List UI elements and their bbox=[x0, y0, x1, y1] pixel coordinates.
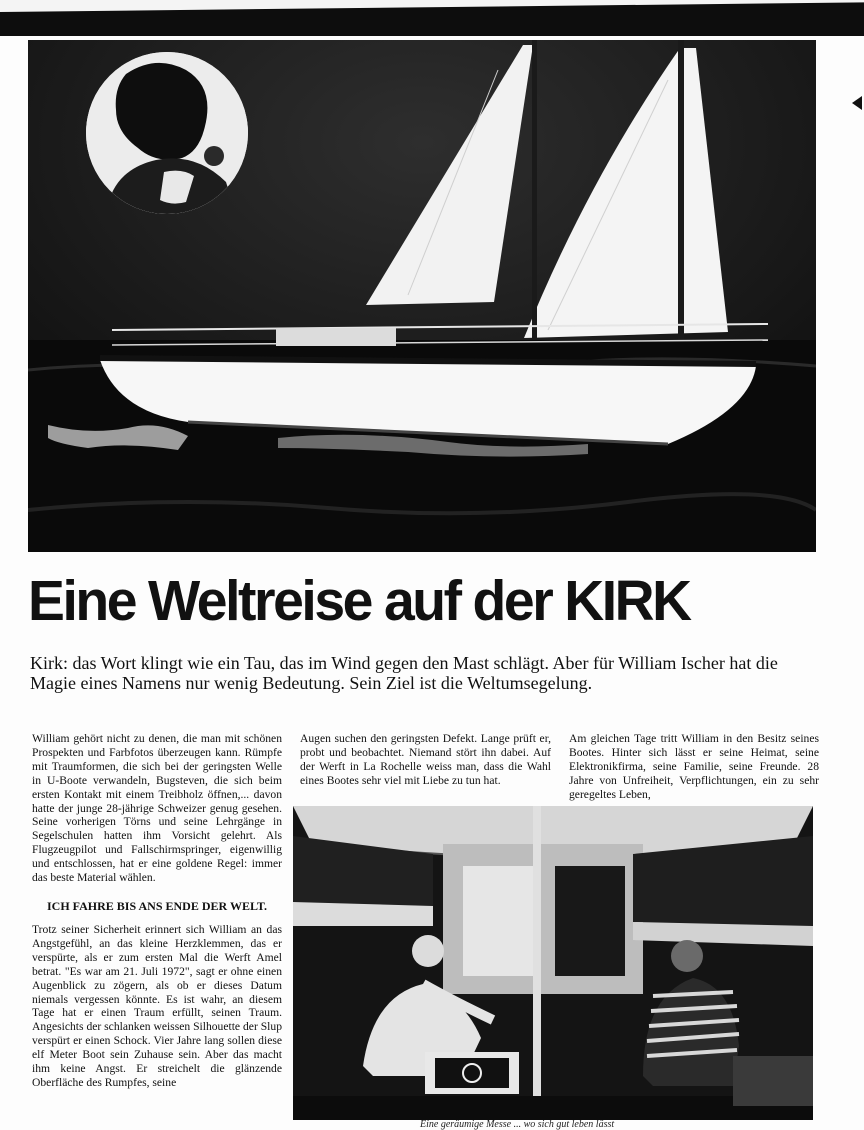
cabin-interior-photo bbox=[293, 806, 813, 1120]
column-1-paragraph-2: Trotz seiner Sicherheit erinnert sich William an das Angstgefühl, an das kleine Herzklemmen, das er verspürte, als er zum ersten Mal die Werft Amel betrat. "Es war am 21. Juli 1972", sagt er ohne einen Augenblick zu zögern, als ob er dieses Datum niemals vergessen könnte. Es ist wahr, an diesem Tage hat er einen Traum erfüllt, seinen Traum. Angesichts der schlanken weissen Silhouette der Slup verspürt er einen Schock. Vier Jahre lang sollen diese elf Meter Boot sein Zuhause sein. Aber das macht ihm keine Angst. Er streichelt die glänzende Oberfläche des Rumpfes, seine bbox=[32, 922, 282, 1089]
column-1 bbox=[32, 732, 282, 1090]
column-3 bbox=[569, 732, 819, 802]
adjacent-page-strip bbox=[818, 40, 864, 552]
photo-caption: Eine geräumige Messe ... wo sich gut leben lässt bbox=[420, 1119, 615, 1130]
column-2 bbox=[300, 732, 551, 788]
portrait-inset bbox=[86, 52, 248, 214]
article-headline: Eine Weltreise auf der KIRK bbox=[28, 569, 690, 633]
column-3-paragraph-1: Am gleichen Tage tritt William in den Besitz seines Bootes. Hinter sich lässt er seine Heimat, seine Elektronikfirma, seine Familie, seine Freunde. 28 Jahre von Unfreiheit, Verpflichtungen, ein zu sehr geregeltes Leben, bbox=[569, 732, 819, 801]
section-subhead: ICH FAHRE BIS ANS ENDE DER WELT. bbox=[47, 898, 267, 913]
column-1-paragraph-1: William gehört nicht zu denen, die man mit schönen Prospekten und Farbfotos überzeugen kann. Rümpfe mit Traumformen, die sich bei der geringsten Welle in U-Boote verwandeln, Bugsteven, die sich beim ersten Kontakt mit einem Treibholz öffnen,... davon hatte der junge 28-jährige Schweizer genug gesehen. Seine vorherigen Törns und seine Lehrgänge in Segelschulen hatten ihm Vorsicht gelehrt. Als Flugzeugpilot und Fallschirmspringer, eigenwillig und entschlossen, hat er eine goldene Regel: immer das beste Material wählen. bbox=[32, 732, 282, 885]
page-top-edge bbox=[0, 0, 864, 36]
column-2-paragraph-1: Augen suchen den geringsten Defekt. Lange prüft er, probt und beobachtet. Niemand stört ihn dabei. Auf der Werft in La Rochelle weiss man, dass die Wahl eines Bootes sehr viel mit Liebe zu tun hat. bbox=[300, 732, 551, 787]
article-lead: Kirk: das Wort klingt wie ein Tau, das im Wind gegen den Mast schlägt. Aber für William Ischer hat die Magie eines Namens nur wenig Bedeutung. Sein Ziel ist die Weltumsegelung. bbox=[30, 653, 778, 693]
